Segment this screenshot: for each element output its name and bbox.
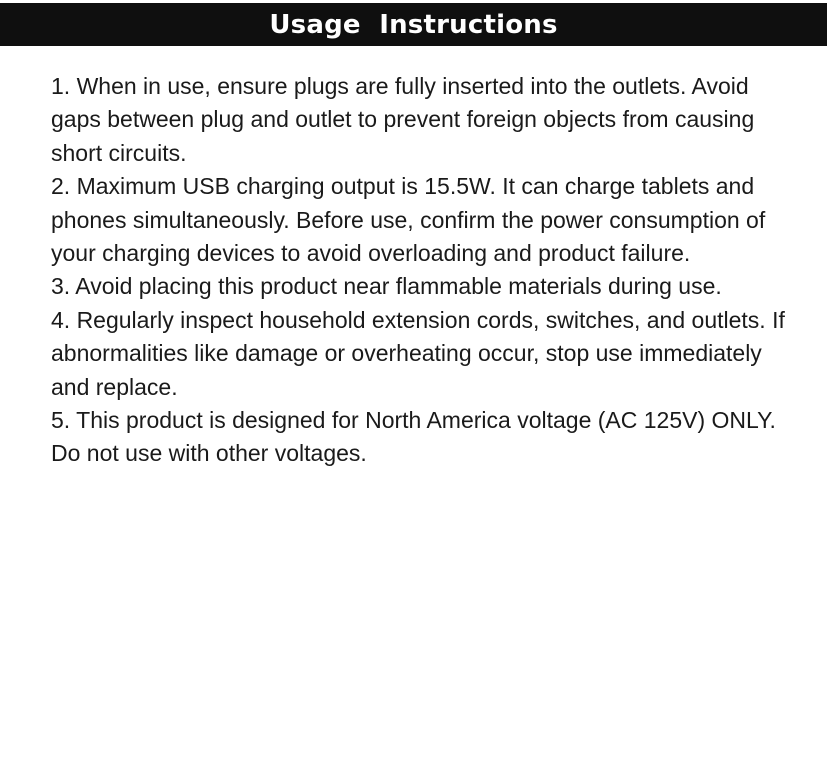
page-title: Usage Instructions <box>269 9 558 40</box>
instruction-item-5: 5. This product is designed for North America voltage (AC 125V) ONLY. Do not use with other voltages. <box>51 407 776 467</box>
instruction-item-2: 2. Maximum USB charging output is 15.5W. It can charge tablets and phones simultaneously. Before use, confirm the power consumption of your charging devices to avoid overloading and product failure. <box>51 173 766 267</box>
title-bar <box>0 3 827 46</box>
instruction-item-1: 1. When in use, ensure plugs are fully inserted into the outlets. Avoid gaps between plug and outlet to prevent foreign objects from causing short circuits. <box>51 73 755 166</box>
instruction-item-4: 4. Regularly inspect household extension cords, switches, and outlets. If abnormalities like damage or overheating occur, stop use immediately and replace. <box>51 306 785 400</box>
instructions-list <box>51 70 791 471</box>
instruction-item-3: 3. Avoid placing this product near flammable materials during use. <box>51 273 722 300</box>
